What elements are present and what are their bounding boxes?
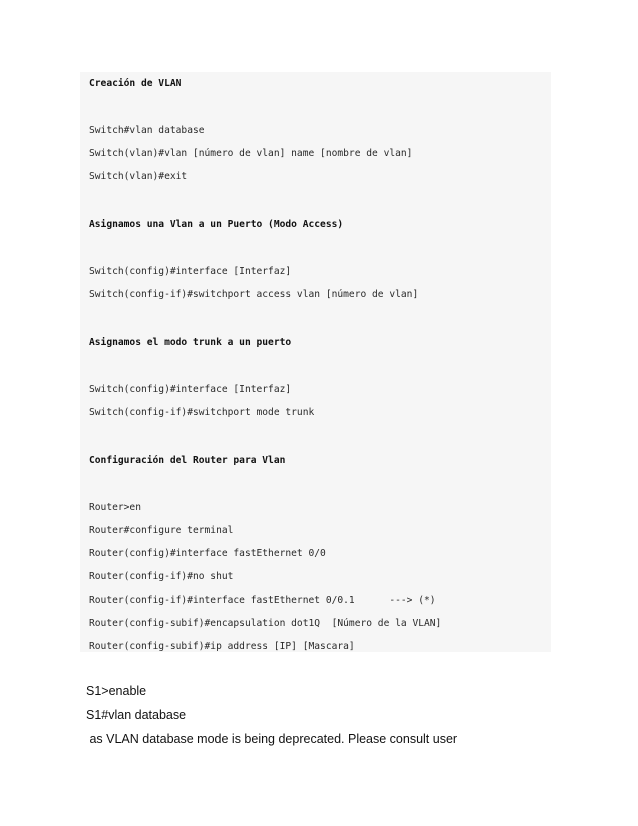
heading-asignar-vlan-puerto: Asignamos una Vlan a un Puerto (Modo Access) (89, 219, 344, 230)
code-line: Router(config)#interface fastEthernet 0/0 (89, 548, 326, 559)
body-line-vlan-db: S1#vlan database (86, 708, 187, 722)
heading-config-router: Configuración del Router para Vlan (89, 455, 286, 466)
code-line: Router(config-if)#no shut (89, 571, 234, 582)
code-line: Switch(config)#interface [Interfaz] (89, 266, 292, 277)
code-line: Router(config-subif)#encapsulation dot1Q [Número de la VLAN] (89, 618, 442, 629)
code-line: Switch(vlan)#exit (89, 171, 188, 182)
code-line: Switch#vlan database (89, 125, 205, 136)
body-line-enable: S1>enable (86, 684, 147, 698)
heading-creacion-vlan: Creación de VLAN (89, 78, 182, 89)
body-line-deprecated: as VLAN database mode is being deprecated. Please consult user (86, 732, 458, 746)
code-line: Router#configure terminal (89, 525, 234, 536)
code-line: Switch(config-if)#switchport mode trunk (89, 407, 315, 418)
heading-modo-trunk: Asignamos el modo trunk a un puerto (89, 337, 292, 348)
code-line: Switch(config-if)#switchport access vlan [número de vlan] (89, 289, 419, 300)
code-line: Switch(vlan)#vlan [número de vlan] name [nombre de vlan] (89, 148, 413, 159)
code-line: Router(config-subif)#ip address [IP] [Mascara] (89, 641, 355, 652)
code-line: Switch(config)#interface [Interfaz] (89, 384, 292, 395)
code-line: Router(config-if)#interface fastEthernet 0/0.1 ---> (*) (89, 595, 436, 606)
code-line: Router>en (89, 502, 141, 513)
